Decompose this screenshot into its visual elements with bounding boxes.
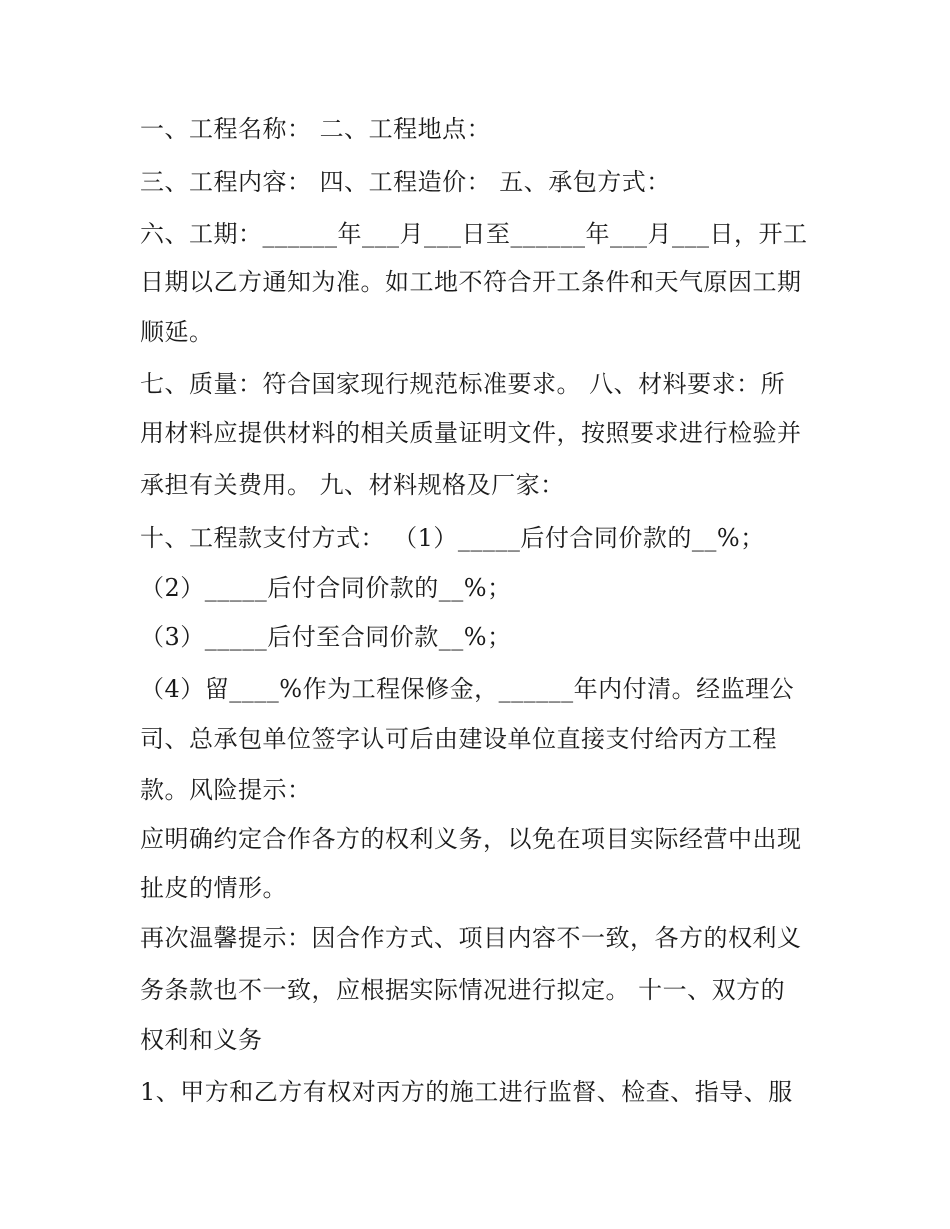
- text-line: 三、工程内容： 四、工程造价： 五、承包方式：: [140, 168, 671, 196]
- text-line: （2）_____后付合同价款的__%；: [140, 574, 512, 602]
- text-line: 用材料应提供材料的相关质量证明文件，按照要求进行检验并: [140, 419, 802, 447]
- text-line: 务条款也不一致，应根据实际情况进行拟定。 十一、双方的: [140, 976, 786, 1004]
- text-line: 款。风险提示：: [140, 776, 312, 804]
- text-line: 日期以乙方通知为准。如工地不符合开工条件和天气原因工期: [140, 268, 802, 296]
- text-line: 应明确约定合作各方的权利义务，以免在项目实际经营中出现: [140, 825, 802, 853]
- text-line: 一、工程名称： 二、工程地点：: [140, 115, 492, 143]
- text-line: 承担有关费用。 九、材料规格及厂家：: [140, 471, 565, 499]
- text-line: 权利和义务: [140, 1026, 263, 1054]
- text-line: 1、甲方和乙方有权对丙方的施工进行监督、检查、指导、服: [140, 1078, 793, 1106]
- text-line: 司、总承包单位签字认可后由建设单位直接支付给丙方工程: [140, 725, 777, 753]
- text-line: （4）留____%作为工程保修金，______年内付清。经监理公: [140, 675, 795, 703]
- text-line: 六、工期：______年___月___日至______年___月___日，开工: [140, 220, 808, 248]
- text-line: 十、工程款支付方式： （1）_____后付合同价款的__%；: [140, 524, 765, 552]
- text-line: 七、质量：符合国家现行规范标准要求。 八、材料要求：所: [140, 370, 786, 398]
- text-line: （3）_____后付至合同价款__%；: [140, 623, 512, 651]
- text-line: 扯皮的情形。: [140, 874, 287, 902]
- text-line: 顺延。: [140, 318, 214, 346]
- text-line: 再次温馨提示：因合作方式、项目内容不一致，各方的权利义: [140, 924, 802, 952]
